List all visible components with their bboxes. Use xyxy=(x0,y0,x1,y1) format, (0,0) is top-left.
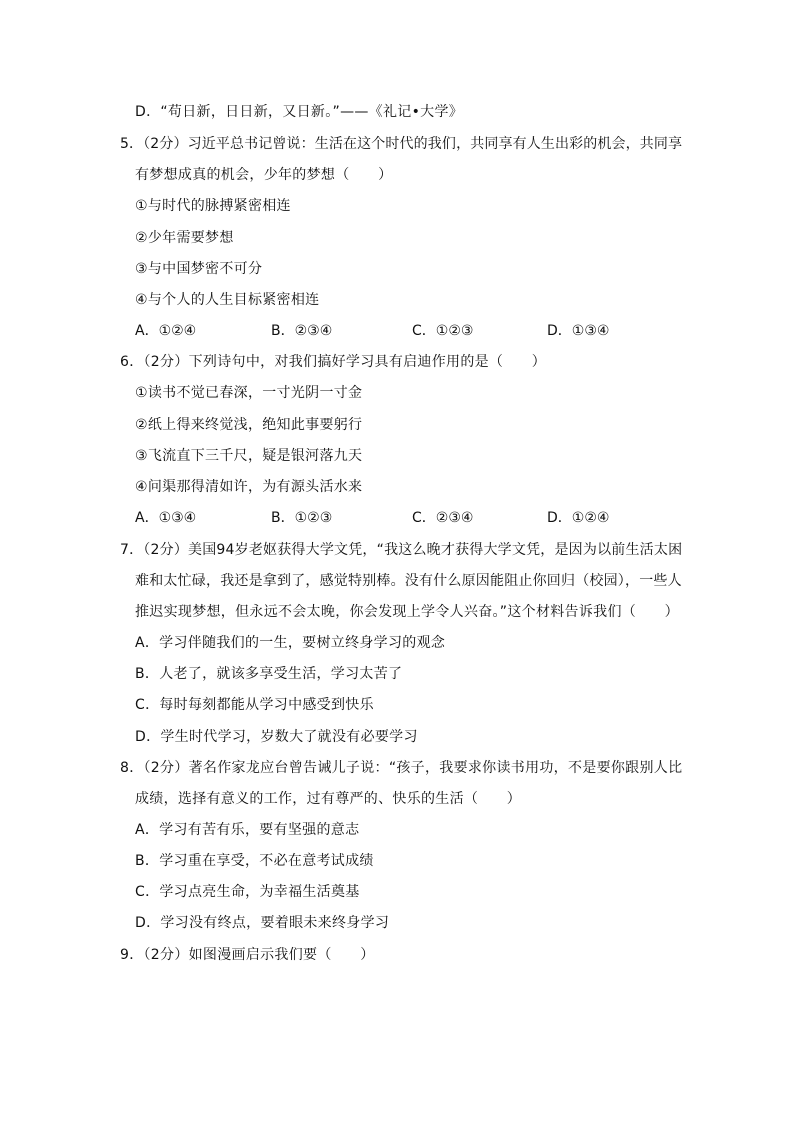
q6-options xyxy=(135,508,655,528)
q5-option-b: B．②③④ xyxy=(271,323,333,339)
q9-stem: 9．（2分）如图漫画启示我们要（ ） xyxy=(120,947,375,963)
q5-item-4: ④与个人的人生目标紧密相连 xyxy=(135,292,320,308)
q4-option-d: D．“苟日新，日日新，又日新。”——《礼记•大学》 xyxy=(135,104,464,120)
q6-option-d: D．①②④ xyxy=(547,510,610,526)
q6-item-3: ③飞流直下三千尺，疑是银河落九天 xyxy=(135,448,363,464)
q7-option-a: A．学习伴随我们的一生，要树立终身学习的观念 xyxy=(135,635,446,651)
q7-option-b: B．人老了，就该多享受生活，学习太苦了 xyxy=(135,666,403,682)
q7-stem-line1: 7．（2分）美国94岁老妪获得大学文凭，“我这么晚才获得大学文凭，是因为以前生活太困 xyxy=(120,542,683,558)
q7-option-c: C．每时每刻都能从学习中感受到快乐 xyxy=(135,697,374,713)
q6-item-1: ①读书不觉已春深，一寸光阴一寸金 xyxy=(135,385,363,401)
q6-option-b: B．①②③ xyxy=(271,510,333,526)
q8-option-c: C．学习点亮生命，为幸福生活奠基 xyxy=(135,884,360,900)
q5-option-a: A．①②④ xyxy=(135,323,197,339)
q5-option-d: D．①③④ xyxy=(547,323,610,339)
q5-item-3: ③与中国梦密不可分 xyxy=(135,261,263,277)
q7-option-d: D．学生时代学习，岁数大了就没有必要学习 xyxy=(135,729,418,745)
q7-stem-line3: 推迟实现梦想，但永远不会太晚，你会发现上学令人兴奋。”这个材料告诉我们（ ） xyxy=(135,604,679,620)
q8-option-b: B．学习重在享受，不必在意考试成绩 xyxy=(135,853,374,869)
q6-option-c: C．②③④ xyxy=(412,510,474,526)
q5-options xyxy=(135,321,655,341)
q7-stem-line2: 难和太忙碌，我还是拿到了，感觉特别棒。没有什么原因能阻止你回归（校园），一些人 xyxy=(135,573,682,589)
q5-stem-line1: 5．（2分）习近平总书记曾说：生活在这个时代的我们，共同享有人生出彩的机会，共同享 xyxy=(120,136,683,152)
q5-item-2: ②少年需要梦想 xyxy=(135,230,234,246)
q5-option-c: C．①②③ xyxy=(412,323,474,339)
q6-option-a: A．①③④ xyxy=(135,510,197,526)
q6-item-2: ②纸上得来终觉浅，绝知此事要躬行 xyxy=(135,417,363,433)
q8-option-a: A．学习有苦有乐，要有坚强的意志 xyxy=(135,822,360,838)
q6-stem: 6．（2分）下列诗句中，对我们搞好学习具有启迪作用的是（ ） xyxy=(120,354,547,370)
q6-item-4: ④问渠那得清如许，为有源头活水来 xyxy=(135,479,363,495)
q8-stem-line2: 成绩，选择有意义的工作，过有尊严的、快乐的生活（ ） xyxy=(135,791,522,807)
q8-stem-line1: 8．（2分）著名作家龙应台曾告诫儿子说：“孩子，我要求你读书用功，不是要你跟别人比 xyxy=(120,760,683,776)
q8-option-d: D．学习没有终点，要着眼未来终身学习 xyxy=(135,915,390,931)
q5-item-1: ①与时代的脉搏紧密相连 xyxy=(135,198,291,214)
q5-stem-line2: 有梦想成真的机会，少年的梦想（ ） xyxy=(135,167,393,183)
